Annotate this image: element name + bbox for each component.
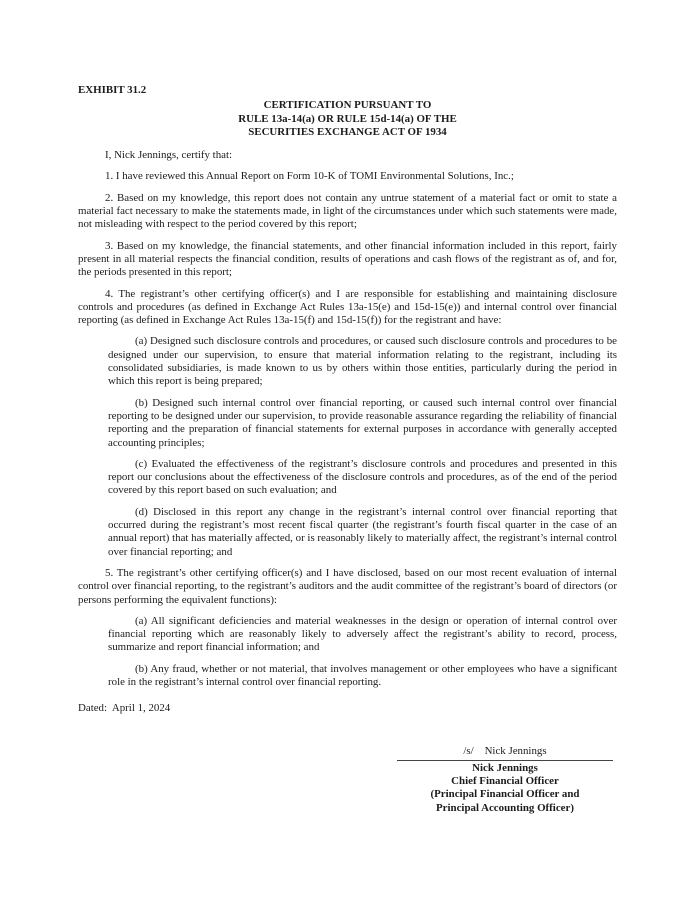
certification-paragraph: 4. The registrant’s other certifying officer(s) and I are responsible for establishing and maintaining disclosure controls and procedures (as defined in Exchange Act Rules 13a-15(e) and 15d-15(e)) and internal control over financial reporting (as defined in Exchange Act Rules 13a-15(f) and 15d-15(f)) for the registrant and have: bbox=[78, 287, 617, 327]
title-line-2: RULE 13a-14(a) OR RULE 15d-14(a) OF THE bbox=[238, 112, 457, 125]
certification-paragraph: (a) Designed such disclosure controls and procedures, or caused such disclosure controls and procedures to be designed under our supervision, to ensure that material information relating to the registrant, including its consolidated subsidiaries, is made known to us by others within those entities, particularly during the period in which this report is being prepared; bbox=[108, 335, 617, 388]
signatory-name: Nick Jennings bbox=[472, 761, 538, 774]
title-line-1: CERTIFICATION PURSUANT TO bbox=[263, 99, 432, 112]
certification-paragraph: (b) Any fraud, whether or not material, that involves management or other employees who have a significant role in the registrant’s internal control over financial reporting. bbox=[108, 662, 617, 688]
certification-title bbox=[78, 99, 617, 139]
certification-paragraph: 1. I have reviewed this Annual Report on Form 10-K of TOMI Environmental Solutions, Inc.; bbox=[105, 170, 514, 183]
dated-line: Dated: April 1, 2024 bbox=[78, 702, 171, 715]
certification-paragraph: 2. Based on my knowledge, this report does not contain any untrue statement of a material fact or omit to state a material fact necessary to make the statements made, in light of the circumstances under which such statements were made, not misleading with respect to the period covered by this report; bbox=[78, 191, 617, 231]
signature-block bbox=[397, 745, 613, 815]
title-line-3: SECURITIES EXCHANGE ACT OF 1934 bbox=[248, 125, 447, 138]
signatory-title-detail-2: Principal Accounting Officer) bbox=[436, 801, 574, 814]
certification-paragraph: (a) All significant deficiencies and material weaknesses in the design or operation of internal control over financial reporting which are reasonably likely to adversely affect the registrant’s ability to record, process, summarize and report financial information; and bbox=[108, 614, 617, 654]
signatory-title: Chief Financial Officer bbox=[451, 775, 559, 788]
intro-line: I, Nick Jennings, certify that: bbox=[105, 149, 233, 162]
certification-paragraph: 5. The registrant’s other certifying officer(s) and I have disclosed, based on our most recent evaluation of internal control over financial reporting, to the registrant’s auditors and the audit committee of the registrant’s board of directors (or persons performing the equivalent functions): bbox=[78, 566, 617, 606]
certification-paragraph: (b) Designed such internal control over financial reporting, or caused such internal control over financial reporting to be designed under our supervision, to provide reasonable assurance regarding the reliability of financial reporting and the preparation of financial statements for external purposes in accordance with generally accepted accounting principles; bbox=[108, 396, 617, 449]
certification-paragraph: (c) Evaluated the effectiveness of the registrant’s disclosure controls and procedures and presented in this report our conclusions about the effectiveness of the disclosure controls and procedures, as of the end of the period covered by this report based on such evaluation; and bbox=[108, 457, 617, 497]
certification-paragraph: 3. Based on my knowledge, the financial statements, and other financial information included in this report, fairly present in all material respects the financial condition, results of operations and cash flows of the registrant as of, and for, the periods presented in this report; bbox=[78, 239, 617, 279]
exhibit-label: EXHIBIT 31.2 bbox=[78, 84, 147, 96]
certification-paragraphs bbox=[78, 170, 617, 689]
signatory-title-detail-1: (Principal Financial Officer and bbox=[430, 788, 580, 801]
certification-paragraph: (d) Disclosed in this report any change in the registrant’s internal control over financial reporting that occurred during the registrant’s most recent fiscal quarter (the registrant’s fourth fiscal quarter in the case of an annual report) that has materially affected, or is reasonably likely to materially affect, the registrant’s internal control over financial reporting; and bbox=[108, 505, 617, 558]
signature-line: /s/ Nick Jennings bbox=[397, 745, 613, 761]
